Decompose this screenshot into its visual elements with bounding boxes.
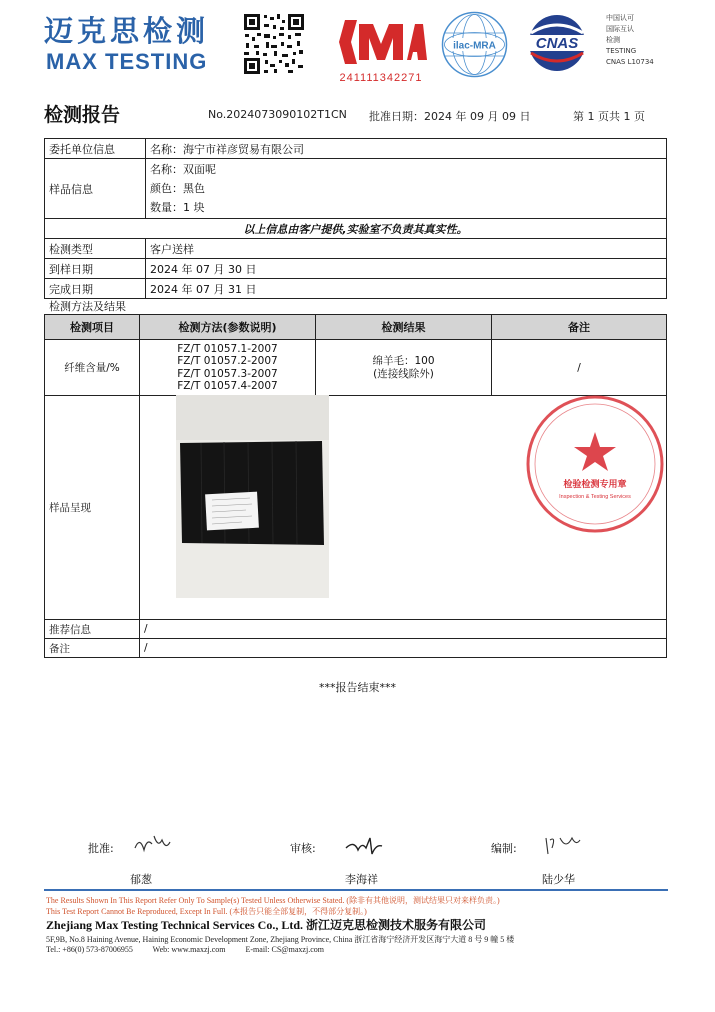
sample-color: 颜色：黑色 [150, 182, 205, 195]
sample-label: 样品信息 [45, 159, 146, 219]
review-signature-icon [344, 832, 384, 860]
arrival-date-value: 2024 年 07 月 30 日 [146, 259, 667, 279]
brand-name-cn: 迈克思检测 [44, 14, 210, 48]
result-line-1: 绵羊毛：100 [372, 354, 435, 367]
note-label: 备注 [45, 639, 140, 658]
cma-number: 241111342271 [339, 72, 423, 84]
sample-view-label: 样品呈现 [45, 396, 140, 620]
review-name: 李海祥 [345, 873, 378, 886]
footer-note-1: The Results Shown In This Report Refer Only To Sample(s) Tested Unless Otherwise Stated. (除非有其他说明，测试结果只对来样负责。) [46, 896, 500, 905]
method-3: FZ/T 01057.3-2007 [177, 367, 278, 380]
report-end-mark: ***报告结束*** [319, 681, 396, 694]
approve-signature-icon [132, 830, 172, 860]
sample-name: 名称：双面呢 [150, 163, 216, 176]
cma-mark-icon [335, 14, 427, 70]
prepare-label: 编制: [491, 842, 517, 855]
footer-divider [44, 889, 668, 891]
methods-section-label: 检测方法及结果 [49, 300, 126, 313]
test-type-value: 客户送样 [146, 239, 667, 259]
recommend-label: 推荐信息 [45, 620, 140, 639]
footer-note-2: This Test Report Cannot Be Reproduced, Except In Full. (本报告只能全部复制，不得部分复制。) [46, 907, 367, 916]
sample-photo [176, 395, 329, 598]
approval-date: 批准日期：2024 年 09 月 09 日 [369, 110, 531, 123]
method-2: FZ/T 01057.2-2007 [177, 355, 278, 367]
report-number: No.2024073090102T1CN [208, 108, 347, 121]
test-type-label: 检测类型 [45, 239, 146, 259]
footer-address: 5F,9B, No.8 Haining Avenue, Haining Economic Development Zone, Zhejiang Province, China 浙江省海宁经济开发区海宁大道 8 号 9 幢 5 楼 [46, 935, 515, 944]
header-remark: 备注 [492, 315, 667, 340]
prepare-name: 陆少华 [542, 873, 575, 886]
stamp-center-text: 检验检测专用章 [563, 480, 627, 490]
info-table [44, 138, 667, 299]
test-result [316, 340, 492, 396]
footer-company: Zhejiang Max Testing Technical Services Co., Ltd. 浙江迈克思检测技术服务有限公司 [46, 918, 487, 932]
review-label: 审核: [290, 842, 316, 855]
header-item: 检测项目 [45, 315, 140, 340]
official-stamp-icon [525, 394, 665, 534]
sample-info [146, 159, 667, 219]
stamp-en-text: Inspection & Testing Services [559, 494, 631, 500]
header-result: 检测结果 [316, 315, 492, 340]
page-indicator: 第 1 页共 1 页 [573, 110, 645, 123]
footer-contact: Tel.: +86(0) 573-87006955 Web: www.maxzj.com E-mail: CS@maxzj.com [46, 945, 324, 954]
ilac-mra-logo-icon [441, 11, 508, 78]
test-methods [140, 340, 316, 396]
approve-name: 郁葱 [130, 873, 152, 886]
test-item: 纤维含量/% [45, 340, 140, 396]
recommend-value: / [140, 620, 667, 639]
report-title: 检测报告 [44, 104, 121, 126]
test-remark: / [492, 340, 667, 396]
brand-name-en: MAX TESTING [46, 49, 208, 74]
complete-date-value: 2024 年 07 月 31 日 [146, 279, 667, 299]
header-method: 检测方法(参数说明) [140, 315, 316, 340]
sample-qty: 数量：1 块 [150, 201, 205, 214]
prepare-signature-icon [542, 830, 582, 860]
client-value: 名称：海宁市祥彦贸易有限公司 [146, 139, 667, 159]
cnas-label: CNAS [535, 35, 579, 52]
client-label: 委托单位信息 [45, 139, 146, 159]
note-value: / [140, 639, 667, 658]
ilac-label: ilac-MRA [453, 40, 496, 52]
complete-date-label: 完成日期 [45, 279, 146, 299]
result-line-2: (连接线除外) [373, 367, 434, 380]
approve-label: 批准: [88, 842, 114, 855]
qr-code-icon [242, 12, 306, 76]
method-1: FZ/T 01057.1-2007 [177, 342, 278, 355]
cnas-logo-icon [518, 13, 596, 73]
disclaimer-notice: 以上信息由客户提供,实验室不负责其真实性。 [45, 219, 667, 239]
cma-logo [335, 14, 427, 84]
cnas-info: 中国认可 国际互认 检测 TESTING CNAS L10734 [606, 14, 654, 66]
method-4: FZ/T 01057.4-2007 [177, 380, 278, 392]
arrival-date-label: 到样日期 [45, 259, 146, 279]
